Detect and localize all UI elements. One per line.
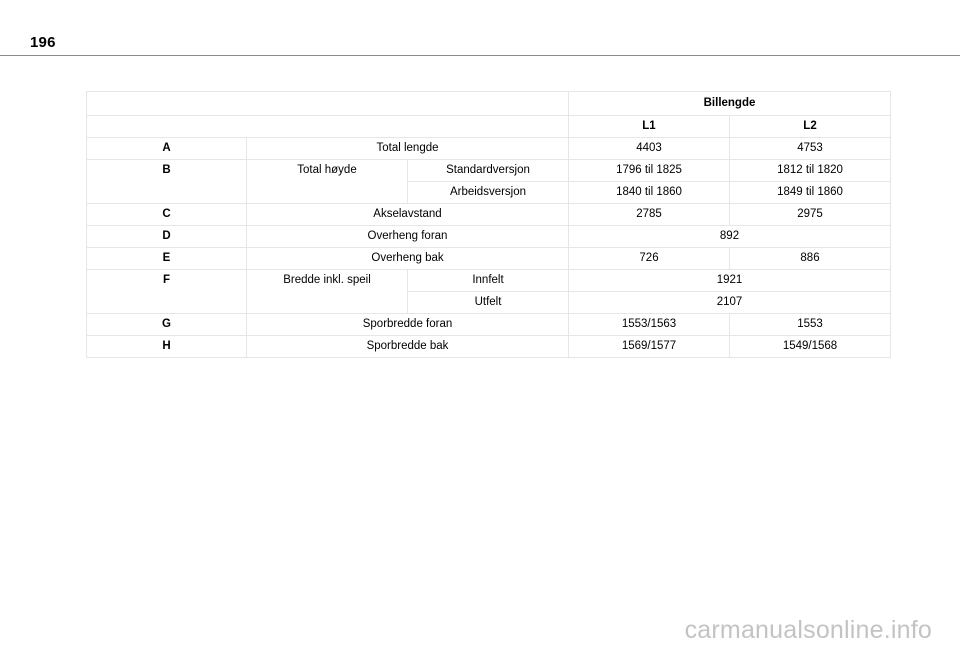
header-l2: L2 bbox=[730, 116, 891, 138]
table-row bbox=[87, 204, 891, 226]
cell-l2: 886 bbox=[730, 248, 891, 270]
row-sublabel: Standardversjon bbox=[408, 160, 569, 182]
header-billengde: Billengde bbox=[569, 92, 891, 116]
table-subheader-row bbox=[87, 116, 891, 138]
row-letter: G bbox=[87, 314, 247, 336]
row-letter: F bbox=[87, 270, 247, 314]
table-row bbox=[87, 160, 891, 182]
cell-l1-l2: 1921 bbox=[569, 270, 891, 292]
row-sublabel: Innfelt bbox=[408, 270, 569, 292]
row-sublabel: Arbeidsversjon bbox=[408, 182, 569, 204]
row-letter: D bbox=[87, 226, 247, 248]
row-letter: E bbox=[87, 248, 247, 270]
row-label: Bredde inkl. speil bbox=[247, 270, 408, 314]
row-letter: H bbox=[87, 336, 247, 358]
row-label: Sporbredde foran bbox=[247, 314, 569, 336]
row-label: Total høyde bbox=[247, 160, 408, 204]
cell-l2: 1549/1568 bbox=[730, 336, 891, 358]
table-row bbox=[87, 336, 891, 358]
watermark: carmanualsonline.info bbox=[684, 616, 932, 644]
cell-l2: 4753 bbox=[730, 138, 891, 160]
cell-l2: 2975 bbox=[730, 204, 891, 226]
header-divider bbox=[0, 55, 960, 56]
table-row bbox=[87, 248, 891, 270]
page-number: 196 bbox=[30, 34, 56, 51]
row-letter: A bbox=[87, 138, 247, 160]
row-letter: B bbox=[87, 160, 247, 204]
cell-l1-l2: 892 bbox=[569, 226, 891, 248]
cell-l2: 1812 til 1820 bbox=[730, 160, 891, 182]
cell-l1: 726 bbox=[569, 248, 730, 270]
cell-l2: 1553 bbox=[730, 314, 891, 336]
table-row bbox=[87, 138, 891, 160]
header-blank-cell bbox=[87, 92, 569, 116]
cell-l1: 1569/1577 bbox=[569, 336, 730, 358]
table-header-row bbox=[87, 92, 891, 116]
table-row bbox=[87, 226, 891, 248]
row-letter: C bbox=[87, 204, 247, 226]
cell-l1: 1796 til 1825 bbox=[569, 160, 730, 182]
row-label: Overheng foran bbox=[247, 226, 569, 248]
cell-l1: 1840 til 1860 bbox=[569, 182, 730, 204]
header-l1: L1 bbox=[569, 116, 730, 138]
row-label: Akselavstand bbox=[247, 204, 569, 226]
row-label: Overheng bak bbox=[247, 248, 569, 270]
row-sublabel: Utfelt bbox=[408, 292, 569, 314]
cell-l1: 2785 bbox=[569, 204, 730, 226]
table-row bbox=[87, 270, 891, 292]
cell-l1: 1553/1563 bbox=[569, 314, 730, 336]
row-label: Total lengde bbox=[247, 138, 569, 160]
subheader-blank-cell bbox=[87, 116, 569, 138]
cell-l1: 4403 bbox=[569, 138, 730, 160]
dimensions-table bbox=[86, 91, 891, 358]
cell-l1-l2: 2107 bbox=[569, 292, 891, 314]
table-row bbox=[87, 314, 891, 336]
row-label: Sporbredde bak bbox=[247, 336, 569, 358]
cell-l2: 1849 til 1860 bbox=[730, 182, 891, 204]
